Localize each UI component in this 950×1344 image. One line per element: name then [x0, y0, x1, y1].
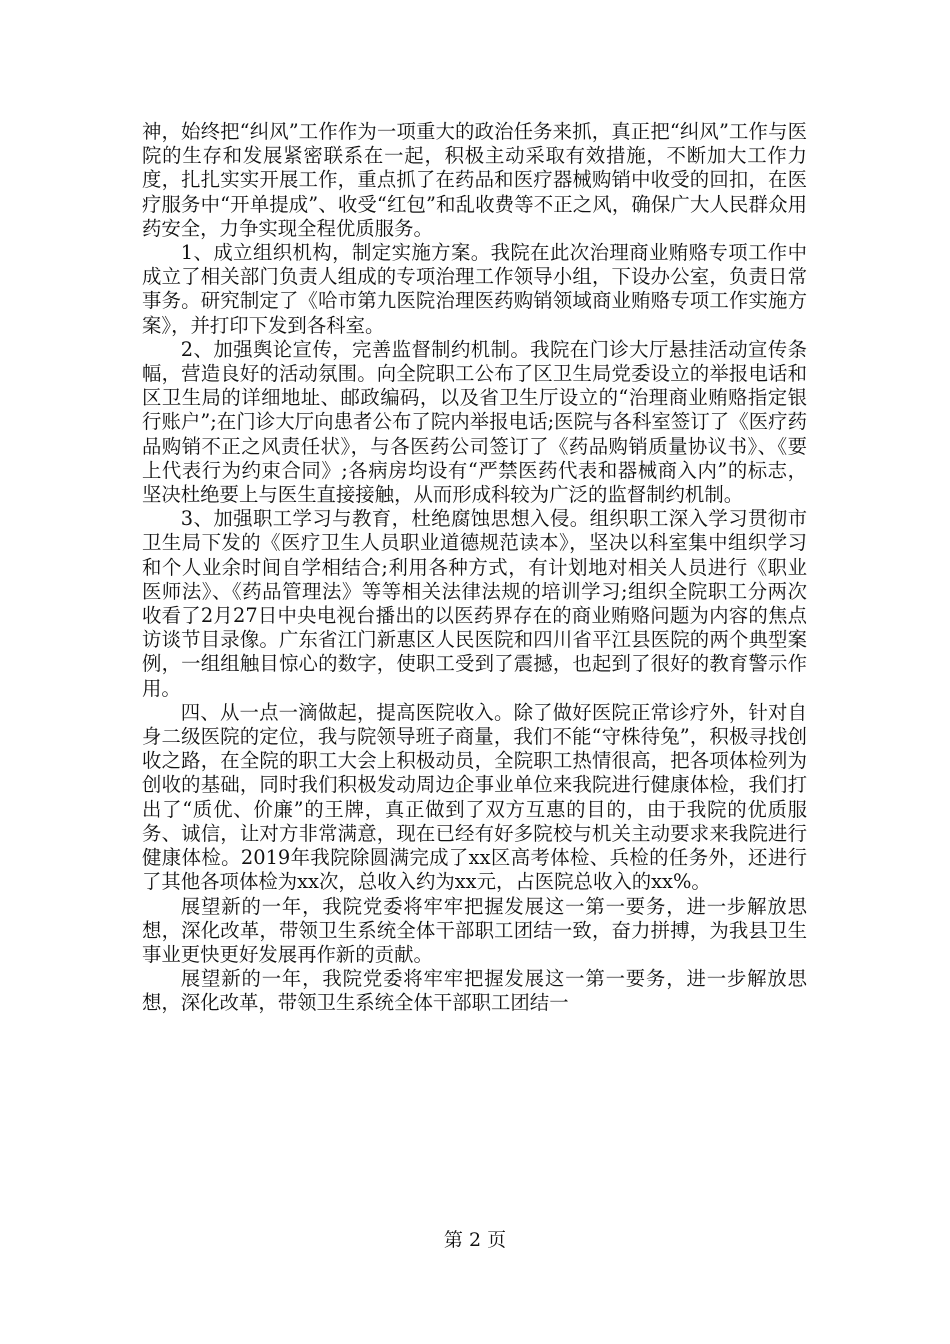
paragraph-income: 四、从一点一滴做起，提高医院收入。除了做好医院正常诊疗外，针对自身二级医院的定位，我与院领导班子商量，我们不能“守株待兔”，积极寻找创收之路，在全院的职工大会上积极动员，全院职工热情很高，把各项体检列为创收的基础，同时我们积极发动周边企事业单位来我院进行健康体检，我们打出了“质优、价廉”的王牌，真正做到了双方互惠的目的，由于我院的优质服务、诚信，让对方非常满意，现在已经有好多院校与机关主动要求来我院进行健康体检。2019年我院除圆满完成了xx区高考体检、兵检的任务外，还进行了其他各项体检为xx次，总收入约为xx元，占医院总收入的xx%。 — [142, 700, 807, 894]
paragraph-outlook-repeat: 展望新的一年，我院党委将牢牢把握发展这一第一要务，进一步解放思想，深化改革，带领卫生系统全体干部职工团结一 — [142, 967, 807, 1015]
document-body — [142, 120, 807, 1016]
paragraph-continuation: 神，始终把“纠风”工作作为一项重大的政治任务来抓，真正把“纠风”工作与医院的生存和发展紧密联系在一起，积极主动采取有效措施，不断加大工作力度，扎扎实实开展工作，重点抓了在药品和医疗器械购销中收受的回扣，在医疗服务中“开单提成”、收受“红包”和乱收费等不正之风，确保广大人民群众用药安全，力争实现全程优质服务。 — [142, 120, 807, 240]
page-number: 第 2 页 — [443, 1229, 507, 1251]
paragraph-organization: 1、成立组织机构，制定实施方案。我院在此次治理商业贿赂专项工作中成立了相关部门负责人组成的专项治理工作领导小组，下设办公室，负责日常事务。研究制定了《哈市第九医院治理医药购销领域商业贿赂专项工作实施方案》，并打印下发到各科室。 — [142, 241, 807, 337]
paragraph-outlook: 展望新的一年，我院党委将牢牢把握发展这一第一要务，进一步解放思想，深化改革，带领卫生系统全体干部职工团结一致，奋力拼搏，为我县卫生事业更快更好发展再作新的贡献。 — [142, 894, 807, 966]
paragraph-publicity: 2、加强舆论宣传，完善监督制约机制。我院在门诊大厅悬挂活动宣传条幅，营造良好的活动氛围。向全院职工公布了区卫生局党委设立的举报电话和区卫生局的详细地址、邮政编码，以及省卫生厅设立的“治理商业贿赂指定银行账户”;在门诊大厅向患者公布了院内举报电话;医院与各科室签订了《医疗药品购销不正之风责任状》，与各医药公司签订了《药品购销质量协议书》、《要上代表行为约束合同》;各病房均设有“严禁医药代表和器械商入内”的标志，坚决杜绝要上与医生直接接触，从而形成科较为广泛的监督制约机制。 — [142, 337, 807, 507]
paragraph-education: 3、加强职工学习与教育，杜绝腐蚀思想入侵。组织职工深入学习贯彻市卫生局下发的《医疗卫生人员职业道德规范读本》，坚决以科室集中组织学习和个人业余时间自学相结合;利用各种方式，有计划地对相关人员进行《职业医师法》、《药品管理法》等等相关法律法规的培训学习;组织全院职工分两次收看了2月27日中央电视台播出的以医药界存在的商业贿赂问题为内容的焦点访谈节目录像。广东省江门新惠区人民医院和四川省平江县医院的两个典型案例，一组组触目惊心的数字，使职工受到了震撼，也起到了很好的教育警示作用。 — [142, 507, 807, 700]
